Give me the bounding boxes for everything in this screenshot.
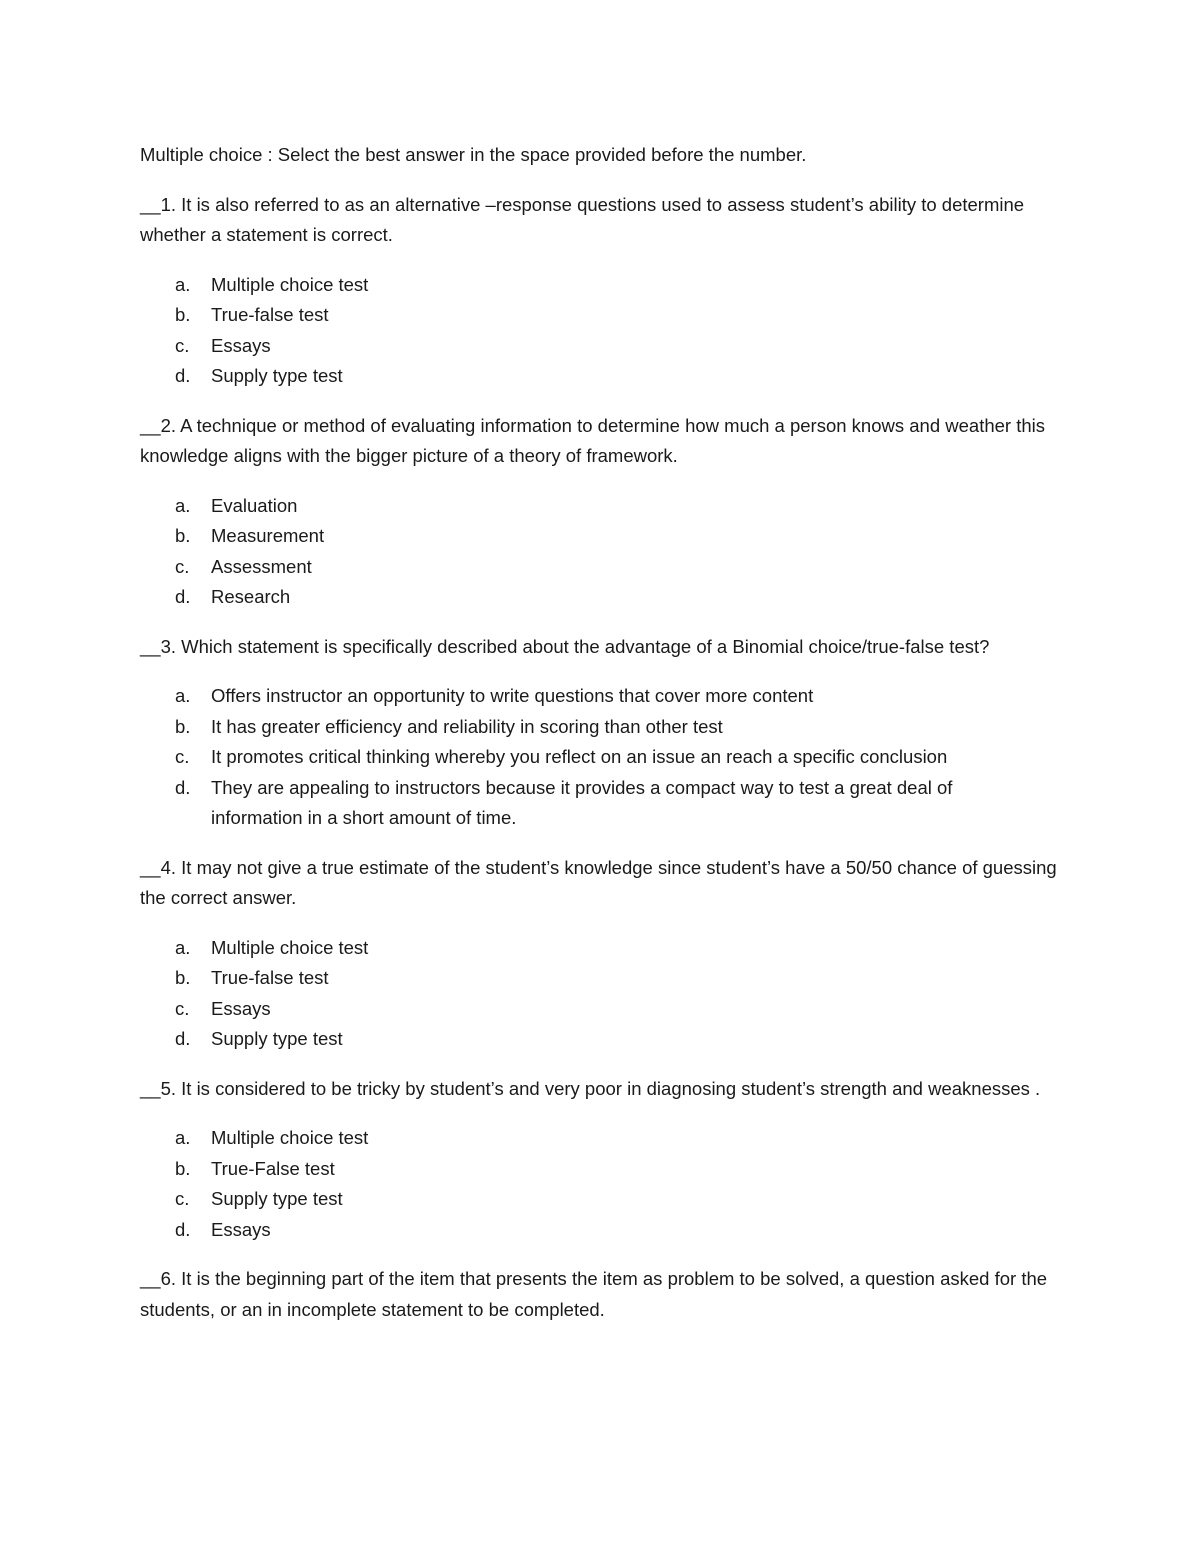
option-letter: c. (175, 997, 190, 1019)
option-text: Essays (211, 997, 271, 1019)
option-a (140, 270, 1060, 301)
option-text: Supply type test (211, 1028, 343, 1049)
option-letter: c. (175, 1188, 190, 1209)
option-a (140, 491, 1060, 522)
option-letter: d. (175, 586, 191, 607)
option-text: Research (211, 586, 291, 607)
question-2 (140, 411, 1060, 613)
option-b (140, 1154, 1060, 1185)
answer-blank: __ (140, 635, 161, 657)
question-text: It is the beginning part of the item that presents the item as problem to be solved, a question asked for the students, or an in incomplete statement to be completed. (140, 1268, 1048, 1320)
option-letter: a. (175, 936, 191, 958)
option-letter: b. (175, 304, 191, 325)
option-text: Essays (211, 1218, 271, 1240)
answer-blank: __ (140, 414, 161, 436)
option-text: Assessment (211, 555, 312, 577)
option-text: True-false test (211, 967, 329, 988)
question-3 (140, 632, 1060, 834)
question-text: It is considered to be tricky by student’s and very poor in diagnosing student’s strength and weaknesses . (176, 1077, 1041, 1099)
option-letter: b. (175, 525, 191, 546)
option-c (140, 331, 1060, 362)
option-list (140, 933, 1060, 1055)
option-letter: a. (175, 685, 191, 706)
question-stem (140, 1074, 1060, 1105)
option-list (140, 270, 1060, 392)
option-b (140, 300, 1060, 331)
option-d (140, 361, 1060, 392)
question-number: 5. (160, 1077, 177, 1099)
question-number: 4. (160, 856, 177, 878)
quiz-content (140, 140, 1060, 1344)
question-text: A technique or method of evaluating information to determine how much a person knows and weather this knowledge aligns with the bigger picture of a theory of framework. (140, 414, 1046, 466)
option-b (140, 521, 1060, 552)
question-stem (140, 411, 1060, 472)
question-text: It is also referred to as an alternative –response questions used to assess student’s ability to determine whether a statement is correct. (140, 193, 1025, 245)
option-text: True-False test (211, 1157, 335, 1179)
option-letter: a. (175, 273, 191, 295)
option-text: Multiple choice test (211, 936, 369, 958)
question-6 (140, 1264, 1060, 1325)
option-letter: d. (175, 776, 191, 798)
option-a (140, 681, 1060, 712)
option-list (140, 681, 1060, 834)
answer-blank: __ (140, 1077, 161, 1099)
option-letter: b. (175, 967, 191, 988)
question-stem (140, 190, 1060, 251)
question-1 (140, 190, 1060, 392)
option-letter: c. (175, 334, 190, 356)
option-text: Evaluation (211, 494, 298, 516)
option-text: Supply type test (211, 365, 343, 386)
question-number: 2. (160, 414, 177, 436)
option-d (140, 773, 1060, 834)
option-d (140, 1215, 1060, 1246)
question-number: 3. (160, 635, 177, 657)
option-b (140, 712, 1060, 743)
option-text: It has greater efficiency and reliability in scoring than other test (211, 715, 723, 737)
option-letter: b. (175, 1157, 191, 1179)
option-text: Supply type test (211, 1188, 343, 1209)
question-number: 6. (160, 1268, 177, 1289)
option-letter: b. (175, 715, 191, 737)
option-list (140, 1123, 1060, 1245)
option-letter: c. (175, 555, 190, 577)
option-c (140, 742, 1060, 773)
question-number: 1. (160, 193, 177, 215)
option-text: Offers instructor an opportunity to write questions that cover more content (211, 685, 814, 706)
option-letter: d. (175, 365, 191, 386)
option-letter: a. (175, 494, 191, 516)
option-text: True-false test (211, 304, 329, 325)
question-stem (140, 632, 1060, 663)
option-letter: d. (175, 1218, 191, 1240)
option-text: Measurement (211, 525, 325, 546)
option-text: It promotes critical thinking whereby you reflect on an issue an reach a specific conclusion (211, 746, 948, 767)
question-stem (140, 853, 1060, 914)
option-c (140, 1184, 1060, 1215)
option-text: Multiple choice test (211, 1127, 369, 1148)
instructions: Multiple choice : Select the best answer in the space provided before the number. (140, 144, 807, 165)
option-d (140, 1024, 1060, 1055)
option-text: They are appealing to instructors because it provides a compact way to test a great deal of information in a short amount of time. (211, 776, 953, 828)
option-letter: d. (175, 1028, 191, 1049)
option-a (140, 1123, 1060, 1154)
answer-blank: __ (140, 193, 161, 215)
option-b (140, 963, 1060, 994)
question-4 (140, 853, 1060, 1055)
option-text: Essays (211, 334, 271, 356)
answer-blank: __ (140, 856, 161, 878)
question-5 (140, 1074, 1060, 1246)
option-a (140, 933, 1060, 964)
question-stem (140, 1264, 1060, 1325)
option-c (140, 552, 1060, 583)
answer-blank: __ (140, 1268, 161, 1289)
option-list (140, 491, 1060, 613)
option-letter: c. (175, 746, 190, 767)
option-text: Multiple choice test (211, 273, 369, 295)
option-c (140, 994, 1060, 1025)
question-text: Which statement is specifically described about the advantage of a Binomial choice/true-false test? (176, 635, 990, 657)
option-letter: a. (175, 1127, 191, 1148)
option-d (140, 582, 1060, 613)
question-text: It may not give a true estimate of the student’s knowledge since student’s have a 50/50 chance of guessing the correct answer. (140, 856, 1057, 908)
